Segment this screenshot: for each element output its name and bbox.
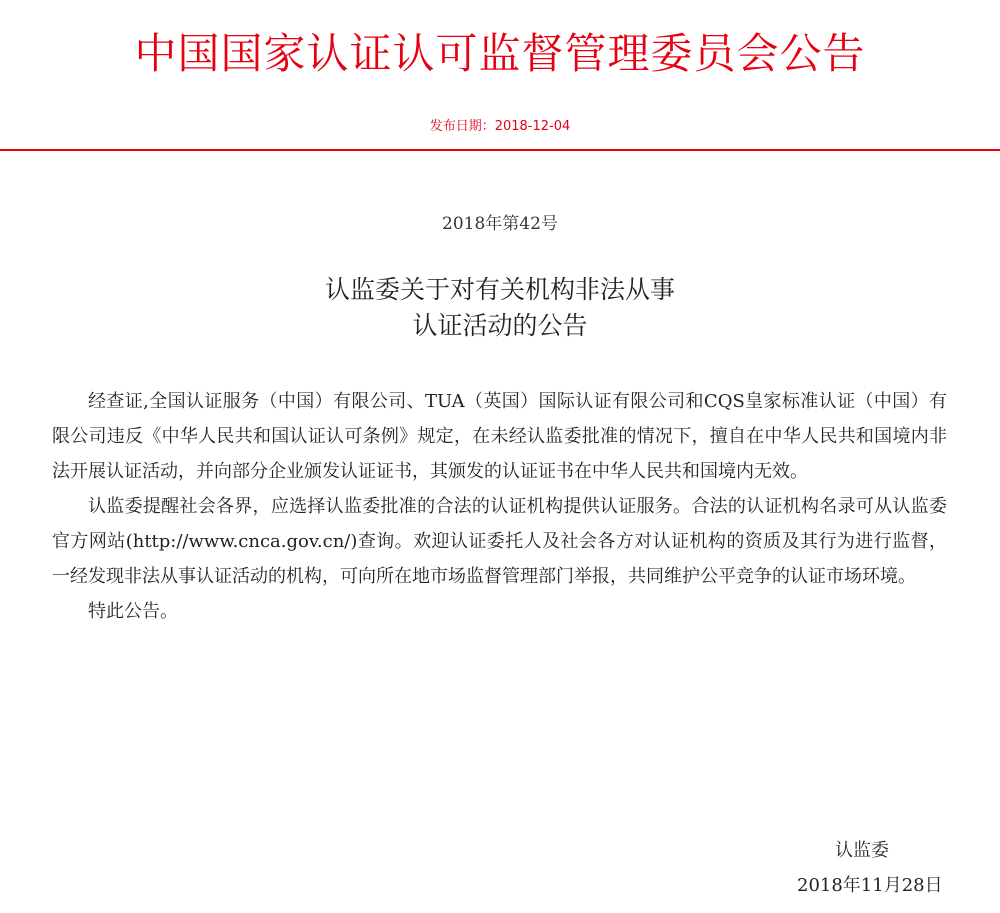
- signature-date: 2018年11月28日: [797, 875, 943, 896]
- document-body: [52, 384, 947, 629]
- page-title: 中国国家认证认可监督管理委员会公告: [134, 29, 866, 78]
- publish-date: 发布日期：2018-12-04: [429, 119, 571, 134]
- signature-organization: 认监委: [835, 840, 889, 861]
- body-paragraph: 经查证,全国认证服务（中国）有限公司、TUA（英国）国际认证有限公司和CQS皇家标准认证（中国）有限公司违反《中华人民共和国认证认可条例》规定，在未经认监委批准的情况下，擅自在中华人民共和国境内非法开展认证活动，并向部分企业颁发认证证书，其颁发的认证证书在中华人民共和国境内无效。: [52, 391, 947, 482]
- document-title-line-2: 认证活动的公告: [412, 311, 588, 340]
- body-paragraph: 特此公告。: [88, 601, 178, 622]
- document-title: [0, 272, 1000, 344]
- document-title-line-1: 认监委关于对有关机构非法从事: [324, 275, 675, 304]
- body-paragraph: 认监委提醒社会各界，应选择认监委批准的合法的认证机构提供认证服务。合法的认证机构名录可从认监委官方网站(http://www.cnca.gov.cn/)查询。欢迎认证委托人及社会各方对认证机构的资质及其行为进行监督，一经发现非法从事认证活动的机构，可向所在地市场监督管理部门举报，共同维护公平竞争的认证市场环境。: [52, 496, 947, 587]
- header-divider: [0, 149, 1000, 151]
- document-number: 2018年第42号: [442, 214, 558, 234]
